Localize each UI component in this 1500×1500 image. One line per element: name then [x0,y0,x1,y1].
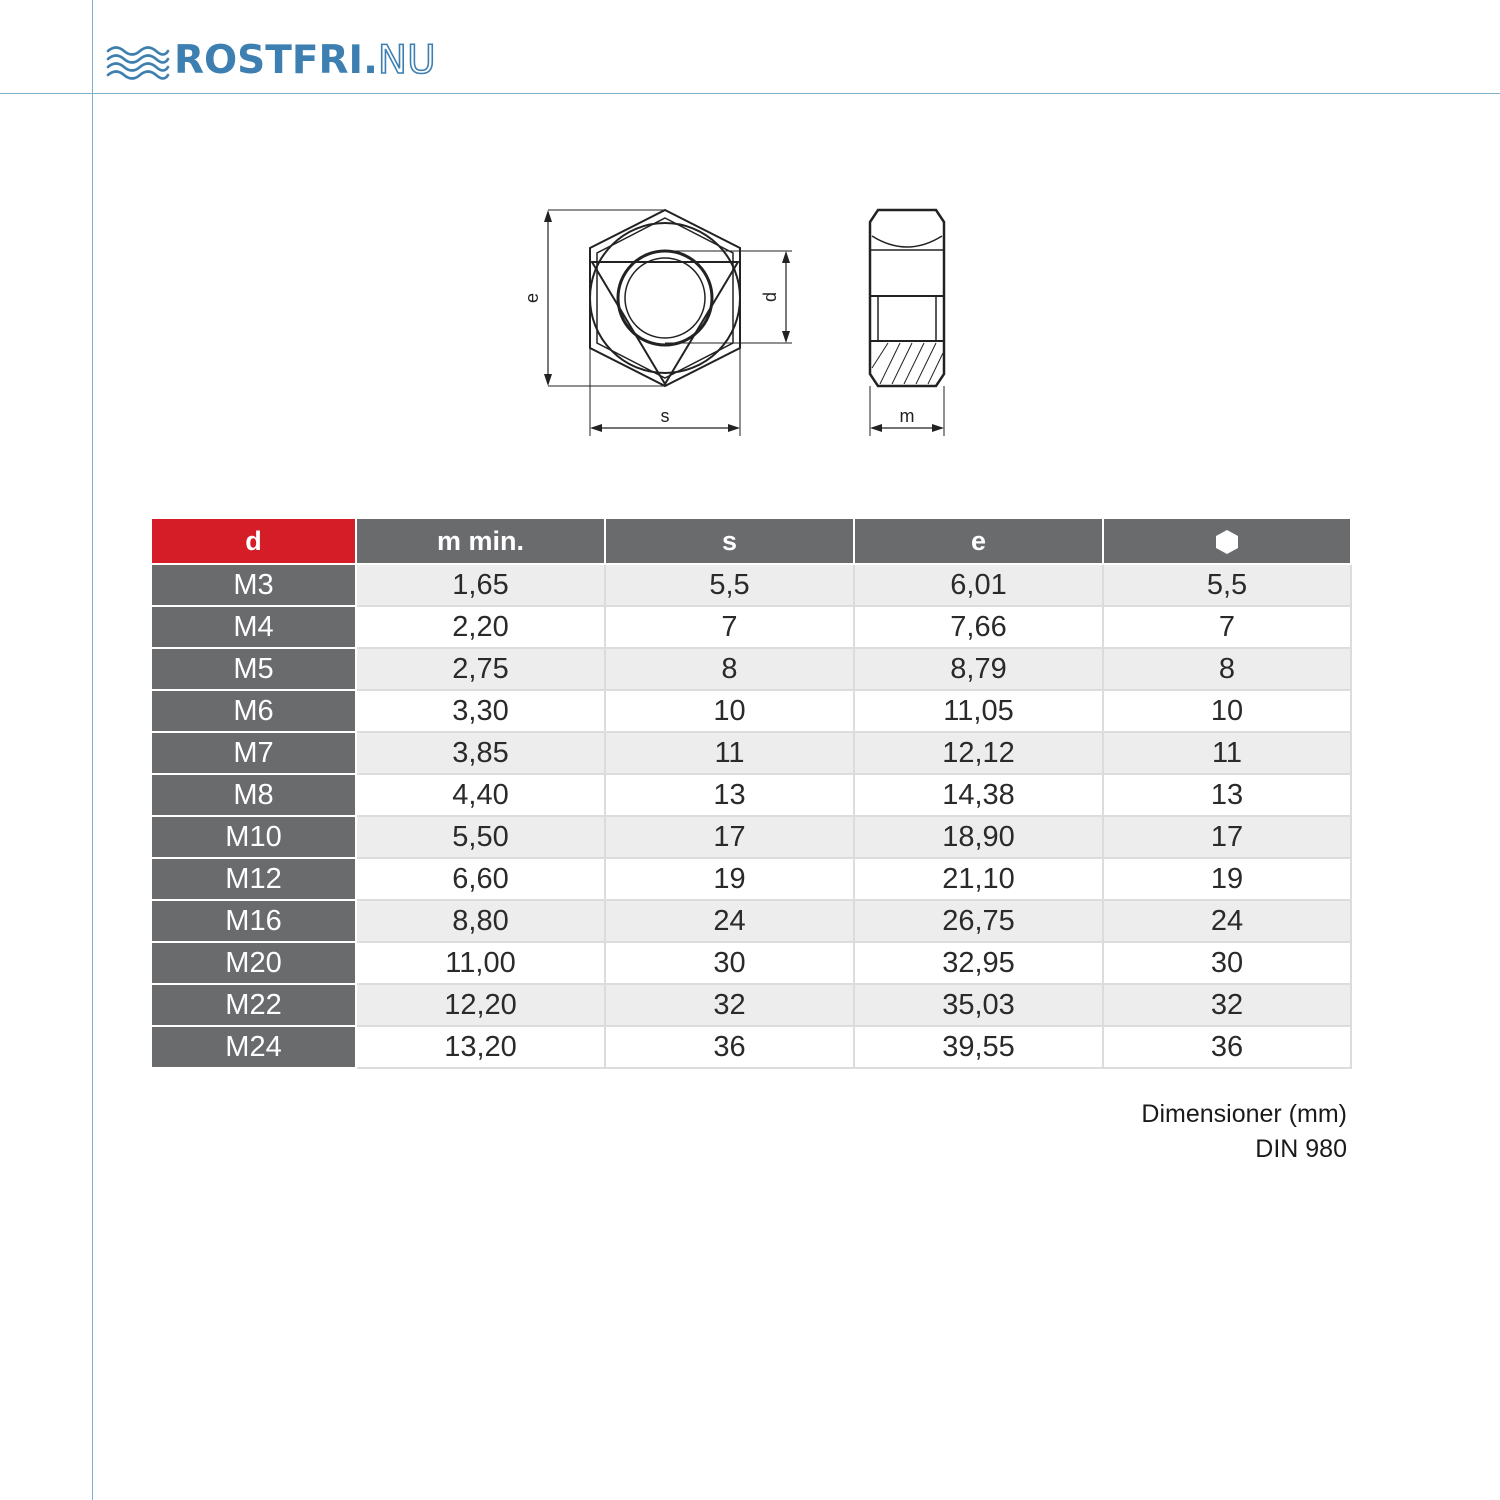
table-cell: 17 [605,816,854,858]
dimension-label-m: m [899,406,915,426]
row-size-cell: M22 [151,984,356,1026]
header-s: s [605,518,854,564]
dimension-label-e: e [522,292,542,304]
table-row [151,858,1351,900]
table-cell: 35,03 [854,984,1103,1026]
row-size-cell: M6 [151,690,356,732]
hex-nut-technical-drawing [520,196,960,446]
table-cell: 13 [1103,774,1351,816]
table-cell: 6,60 [356,858,605,900]
table-cell: 8,80 [356,900,605,942]
table-row [151,774,1351,816]
table-cell: 36 [605,1026,854,1068]
table-row [151,900,1351,942]
table-cell: 11,00 [356,942,605,984]
units-note: Dimensioner (mm) [1141,1100,1347,1128]
table-cell: 17 [1103,816,1351,858]
table-cell: 5,50 [356,816,605,858]
table-cell: 3,30 [356,690,605,732]
vertical-guide-line [92,0,93,1500]
row-size-cell: M24 [151,1026,356,1068]
wave-icon [106,41,170,81]
table-cell: 10 [605,690,854,732]
table-cell: 13 [605,774,854,816]
table-cell: 13,20 [356,1026,605,1068]
table-cell: 12,20 [356,984,605,1026]
header-hex [1103,518,1351,564]
nut-side-view [870,210,944,386]
header-e: e [854,518,1103,564]
table-cell: 4,40 [356,774,605,816]
table-cell: 32 [605,984,854,1026]
table-cell: 8 [1103,648,1351,690]
table-cell: 12,12 [854,732,1103,774]
table-cell: 1,65 [356,564,605,606]
header-m-min: m min. [356,518,605,564]
table-cell: 19 [1103,858,1351,900]
table-cell: 11 [605,732,854,774]
dimension-label-s: s [660,406,670,426]
table-cell: 32 [1103,984,1351,1026]
table-cell: 26,75 [854,900,1103,942]
table-cell: 11 [1103,732,1351,774]
table-cell: 7 [605,606,854,648]
table-cell: 2,75 [356,648,605,690]
table-cell: 11,05 [854,690,1103,732]
table-cell: 10 [1103,690,1351,732]
header-d: d [151,518,356,564]
row-size-cell: M5 [151,648,356,690]
table-row [151,984,1351,1026]
row-size-cell: M4 [151,606,356,648]
row-size-cell: M7 [151,732,356,774]
table-cell: 30 [1103,942,1351,984]
table-cell: 39,55 [854,1026,1103,1068]
table-cell: 5,5 [605,564,854,606]
table-cell: 3,85 [356,732,605,774]
table-cell: 30 [605,942,854,984]
table-cell: 7 [1103,606,1351,648]
table-row [151,732,1351,774]
table-row [151,816,1351,858]
table-cell: 2,20 [356,606,605,648]
table-row [151,648,1351,690]
table-cell: 32,95 [854,942,1103,984]
table-row [151,606,1351,648]
table-header-row [151,518,1351,564]
crimp-triangle [592,262,738,384]
table-cell: 7,66 [854,606,1103,648]
table-row [151,564,1351,606]
table-cell: 24 [605,900,854,942]
table-cell: 24 [1103,900,1351,942]
row-size-cell: M8 [151,774,356,816]
table-cell: 6,01 [854,564,1103,606]
row-size-cell: M12 [151,858,356,900]
brand-name: ROSTFRI.NU [174,38,436,83]
row-size-cell: M10 [151,816,356,858]
row-size-cell: M3 [151,564,356,606]
row-size-cell: M20 [151,942,356,984]
standard-note: DIN 980 [1255,1135,1347,1163]
table-cell: 36 [1103,1026,1351,1068]
bore-circle [618,251,712,345]
table-cell: 18,90 [854,816,1103,858]
dimension-label-d: d [760,291,780,303]
table-notes [1141,1097,1347,1167]
table-row [151,690,1351,732]
table-row [151,1026,1351,1068]
table-cell: 21,10 [854,858,1103,900]
table-cell: 8 [605,648,854,690]
table-cell: 5,5 [1103,564,1351,606]
table-cell: 19 [605,858,854,900]
brand-logo [106,38,436,84]
horizontal-guide-line [0,93,1500,94]
hexagon-icon [1215,529,1239,555]
table-row [151,942,1351,984]
row-size-cell: M16 [151,900,356,942]
table-cell: 14,38 [854,774,1103,816]
table-cell: 8,79 [854,648,1103,690]
dimension-table [150,517,1352,1069]
